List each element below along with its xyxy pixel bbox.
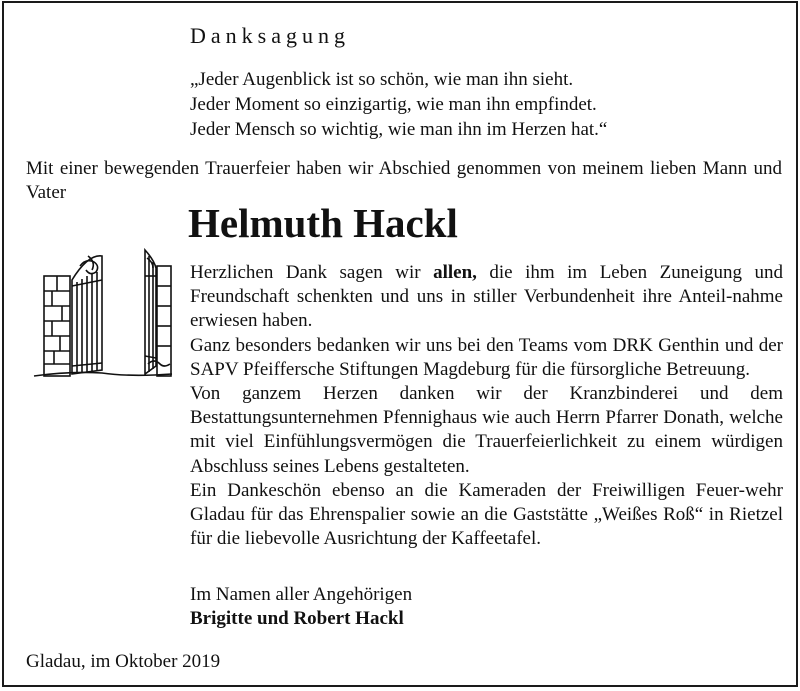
closing-line: Im Namen aller Angehörigen (190, 584, 413, 605)
quote-line: Jeder Moment so einzigartig, wie man ihn empfindet. (190, 94, 597, 115)
thanks-text (190, 261, 783, 551)
notice-heading: Danksagung (190, 23, 350, 48)
quote-line: „Jeder Augenblick ist so schön, wie man ihn sieht. (190, 69, 574, 90)
thanks-paragraph: Ein Dankeschön ebenso an die Kameraden der Freiwilligen Feuer-wehr Gladau für das Ehrenspalier sowie an die Gaststätte „Weißes Roß“ in Rietzel für die liebevolle Ausrichtung der Kaffeetafel. (190, 479, 783, 550)
intro-text: Mit einer bewegenden Trauerfeier haben wir Abschied genommen von meinem lieben Mann und Vater (26, 158, 782, 203)
thanks-emphasis: allen, (433, 262, 477, 283)
deceased-name: Helmuth Hackl (188, 200, 458, 246)
quote-line: Jeder Mensch so wichtig, wie man ihn im Herzen hat.“ (190, 119, 608, 140)
thanks-paragraph (190, 261, 783, 334)
signature: Brigitte und Robert Hackl (190, 608, 404, 629)
open-gate-icon (30, 246, 175, 381)
thanks-lead: Herzlichen Dank sagen wir (190, 262, 434, 283)
thanks-rest: die ihm im Leben Zuneigung und Freundschaft schenkten und uns in stiller Verbundenheit ihre Anteil-nahme erwiesen haben. (190, 262, 783, 332)
closing-block (190, 583, 412, 631)
thanks-paragraph: Ganz besonders bedanken wir uns bei den Teams vom DRK Genthin und der SAPV Pfeiffersche Stiftungen Magdeburg für die fürsorgliche Betreuung. (190, 334, 783, 380)
place-date: Gladau, im Oktober 2019 (26, 651, 221, 672)
obituary-notice (2, 1, 798, 687)
thanks-paragraph: Von ganzem Herzen danken wir der Kranzbinderei und dem Bestattungsunternehmen Pfennighaus wie auch Herrn Pfarrer Donath, welche mit viel Einfühlungsvermögen die Trauerfeierlichkeit zu einem würdigen Abschluss seines Lebens gestalteten. (190, 383, 783, 477)
quote-block (190, 67, 607, 142)
